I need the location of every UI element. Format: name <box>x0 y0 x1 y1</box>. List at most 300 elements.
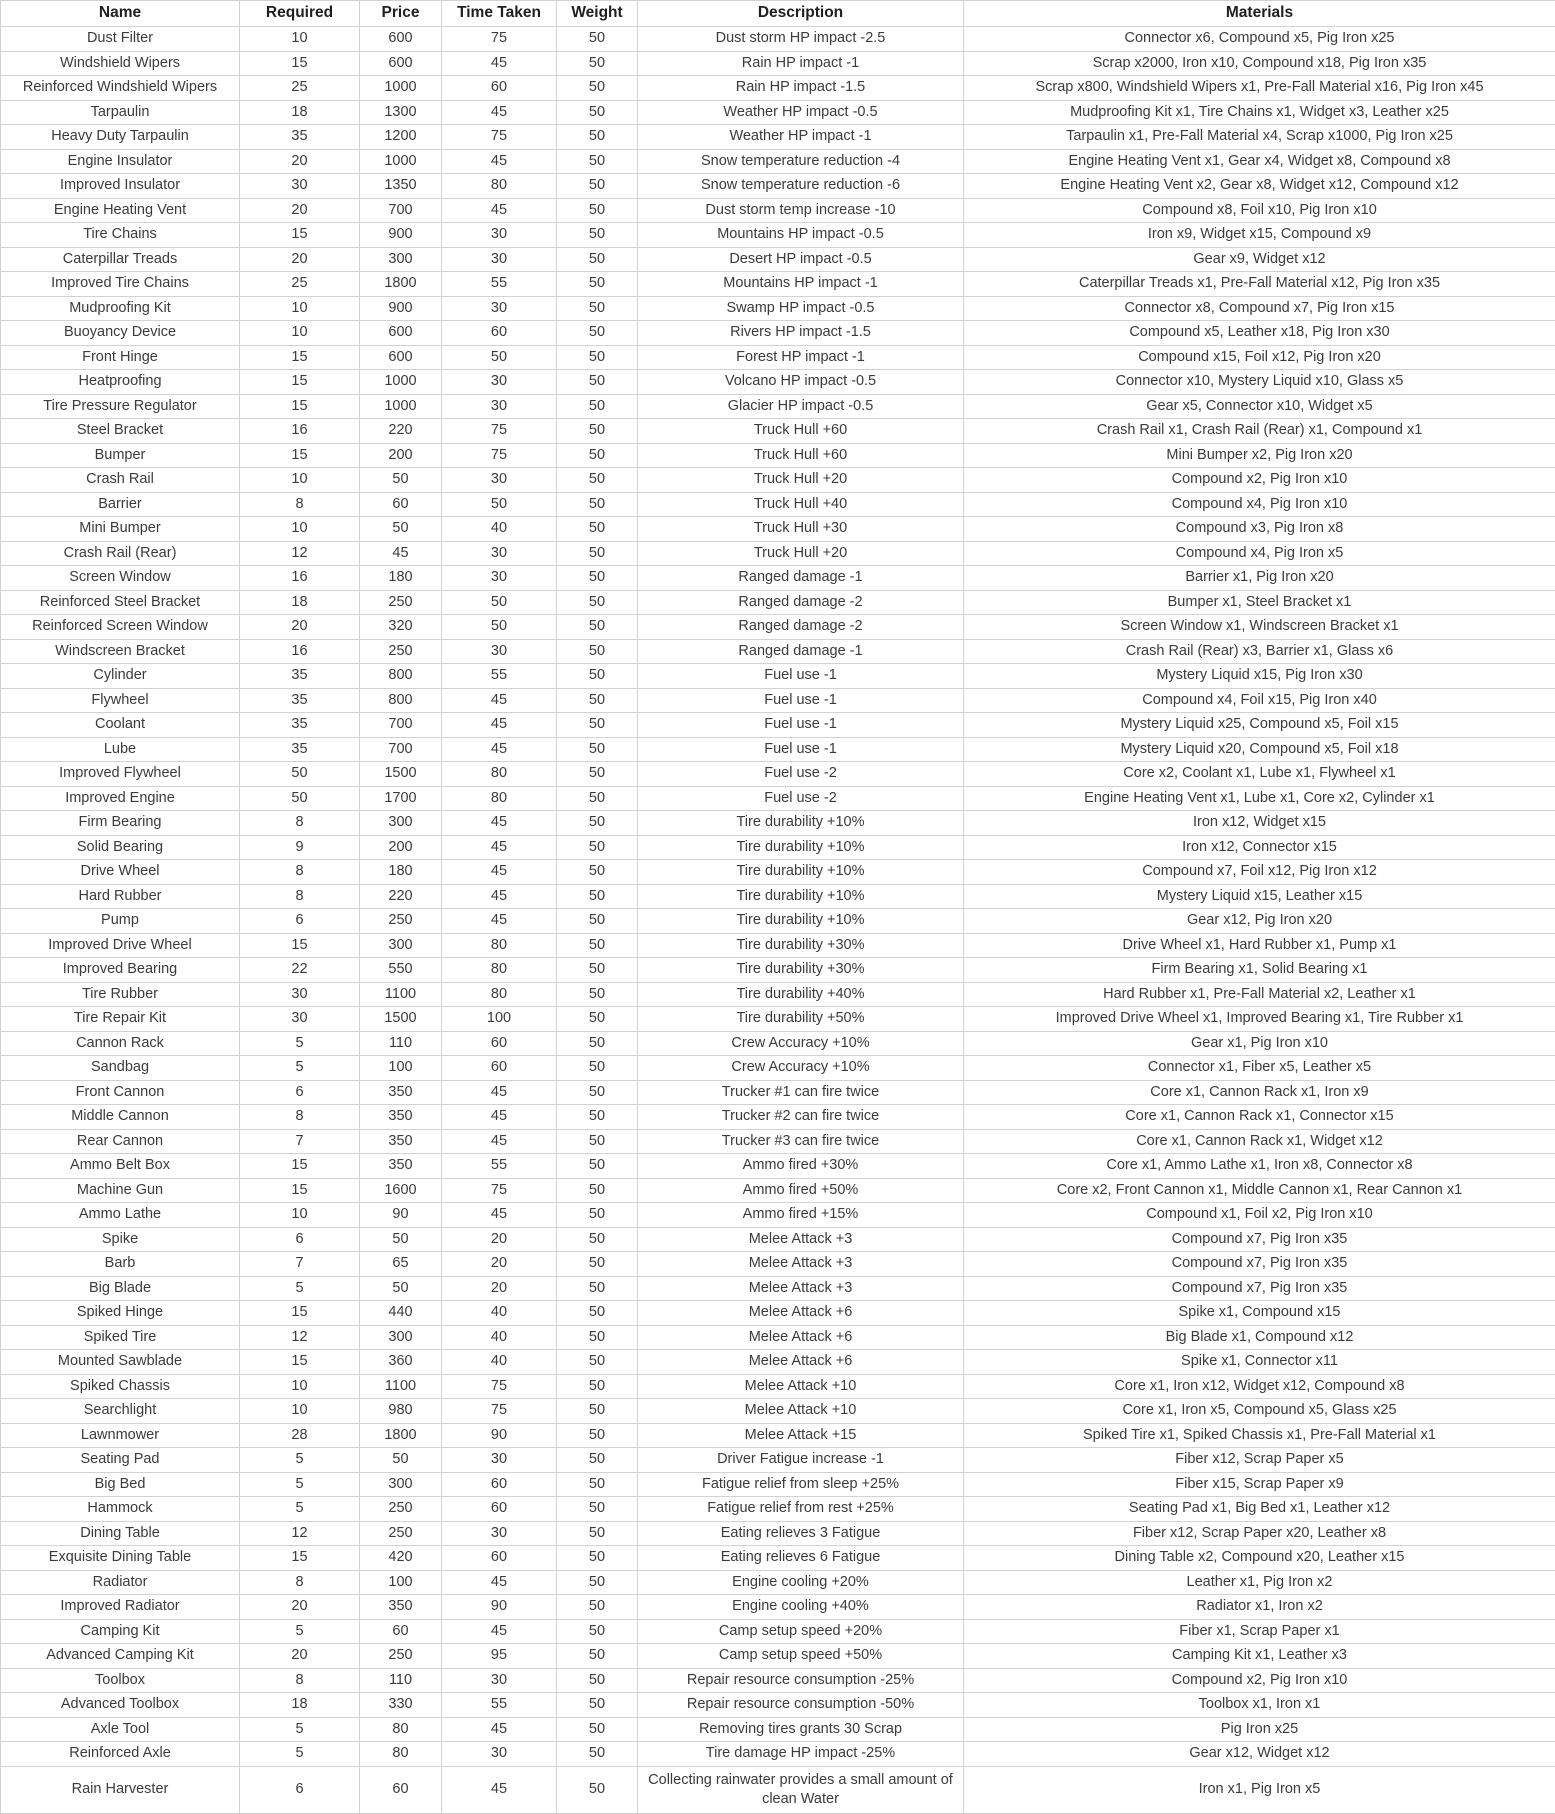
cell-materials[interactable]: Compound x2, Pig Iron x10 <box>964 1668 1555 1693</box>
cell-price[interactable]: 110 <box>360 1668 442 1693</box>
cell-weight[interactable]: 50 <box>557 835 638 860</box>
cell-materials[interactable]: Bumper x1, Steel Bracket x1 <box>964 590 1555 615</box>
cell-description[interactable]: Tire durability +40% <box>638 982 964 1007</box>
cell-materials[interactable]: Firm Bearing x1, Solid Bearing x1 <box>964 958 1555 983</box>
cell-description[interactable]: Snow temperature reduction -6 <box>638 174 964 199</box>
cell-materials[interactable]: Engine Heating Vent x1, Lube x1, Core x2, Cylinder x1 <box>964 786 1555 811</box>
cell-price[interactable]: 350 <box>360 1595 442 1620</box>
cell-description[interactable]: Truck Hull +30 <box>638 517 964 542</box>
cell-materials[interactable]: Gear x5, Connector x10, Widget x5 <box>964 394 1555 419</box>
cell-time_taken[interactable]: 95 <box>442 1644 557 1669</box>
cell-price[interactable]: 1000 <box>360 149 442 174</box>
cell-price[interactable]: 60 <box>360 1766 442 1813</box>
cell-description[interactable]: Rain HP impact -1 <box>638 51 964 76</box>
cell-name[interactable]: Cannon Rack <box>1 1031 240 1056</box>
cell-weight[interactable]: 50 <box>557 51 638 76</box>
cell-materials[interactable]: Compound x5, Leather x18, Pig Iron x30 <box>964 321 1555 346</box>
cell-materials[interactable]: Compound x1, Foil x2, Pig Iron x10 <box>964 1203 1555 1228</box>
cell-time_taken[interactable]: 50 <box>442 345 557 370</box>
cell-description[interactable]: Melee Attack +3 <box>638 1252 964 1277</box>
cell-weight[interactable]: 50 <box>557 1325 638 1350</box>
cell-name[interactable]: Front Cannon <box>1 1080 240 1105</box>
cell-time_taken[interactable]: 75 <box>442 27 557 52</box>
cell-weight[interactable]: 50 <box>557 1080 638 1105</box>
cell-name[interactable]: Big Blade <box>1 1276 240 1301</box>
cell-materials[interactable]: Mudproofing Kit x1, Tire Chains x1, Widget x3, Leather x25 <box>964 100 1555 125</box>
cell-weight[interactable]: 50 <box>557 1105 638 1130</box>
cell-materials[interactable]: Core x2, Coolant x1, Lube x1, Flywheel x1 <box>964 762 1555 787</box>
cell-materials[interactable]: Core x1, Cannon Rack x1, Iron x9 <box>964 1080 1555 1105</box>
cell-weight[interactable]: 50 <box>557 1374 638 1399</box>
cell-materials[interactable]: Mystery Liquid x25, Compound x5, Foil x15 <box>964 713 1555 738</box>
cell-price[interactable]: 1000 <box>360 76 442 101</box>
cell-price[interactable]: 980 <box>360 1399 442 1424</box>
cell-description[interactable]: Dust storm temp increase -10 <box>638 198 964 223</box>
cell-description[interactable]: Truck Hull +20 <box>638 541 964 566</box>
cell-weight[interactable]: 50 <box>557 149 638 174</box>
cell-description[interactable]: Tire durability +10% <box>638 884 964 909</box>
cell-price[interactable]: 1200 <box>360 125 442 150</box>
cell-weight[interactable]: 50 <box>557 76 638 101</box>
cell-price[interactable]: 300 <box>360 1472 442 1497</box>
cell-name[interactable]: Engine Heating Vent <box>1 198 240 223</box>
cell-price[interactable]: 350 <box>360 1129 442 1154</box>
cell-description[interactable]: Ranged damage -1 <box>638 566 964 591</box>
cell-name[interactable]: Tire Pressure Regulator <box>1 394 240 419</box>
cell-description[interactable]: Repair resource consumption -50% <box>638 1693 964 1718</box>
cell-materials[interactable]: Gear x12, Widget x12 <box>964 1742 1555 1767</box>
cell-time_taken[interactable]: 20 <box>442 1276 557 1301</box>
cell-description[interactable]: Fuel use -2 <box>638 786 964 811</box>
cell-weight[interactable]: 50 <box>557 664 638 689</box>
cell-description[interactable]: Ammo fired +50% <box>638 1178 964 1203</box>
cell-description[interactable]: Melee Attack +3 <box>638 1227 964 1252</box>
cell-required[interactable]: 15 <box>240 345 360 370</box>
cell-weight[interactable]: 50 <box>557 492 638 517</box>
cell-required[interactable]: 18 <box>240 100 360 125</box>
cell-name[interactable]: Improved Insulator <box>1 174 240 199</box>
cell-time_taken[interactable]: 45 <box>442 737 557 762</box>
cell-required[interactable]: 8 <box>240 1105 360 1130</box>
cell-description[interactable]: Fuel use -1 <box>638 688 964 713</box>
cell-name[interactable]: Front Hinge <box>1 345 240 370</box>
cell-description[interactable]: Fuel use -2 <box>638 762 964 787</box>
cell-weight[interactable]: 50 <box>557 1154 638 1179</box>
cell-weight[interactable]: 50 <box>557 223 638 248</box>
cell-time_taken[interactable]: 60 <box>442 76 557 101</box>
cell-weight[interactable]: 50 <box>557 1203 638 1228</box>
cell-weight[interactable]: 50 <box>557 541 638 566</box>
cell-materials[interactable]: Compound x4, Pig Iron x10 <box>964 492 1555 517</box>
cell-price[interactable]: 60 <box>360 492 442 517</box>
cell-materials[interactable]: Drive Wheel x1, Hard Rubber x1, Pump x1 <box>964 933 1555 958</box>
cell-description[interactable]: Ranged damage -1 <box>638 639 964 664</box>
cell-description[interactable]: Melee Attack +3 <box>638 1276 964 1301</box>
column-header-materials[interactable]: Materials <box>964 1 1555 27</box>
cell-weight[interactable]: 50 <box>557 272 638 297</box>
cell-name[interactable]: Mudproofing Kit <box>1 296 240 321</box>
cell-materials[interactable]: Compound x7, Pig Iron x35 <box>964 1276 1555 1301</box>
cell-description[interactable]: Ammo fired +15% <box>638 1203 964 1228</box>
cell-materials[interactable]: Iron x12, Widget x15 <box>964 811 1555 836</box>
cell-required[interactable]: 10 <box>240 296 360 321</box>
cell-required[interactable]: 5 <box>240 1717 360 1742</box>
cell-price[interactable]: 110 <box>360 1031 442 1056</box>
cell-time_taken[interactable]: 45 <box>442 1570 557 1595</box>
cell-description[interactable]: Ammo fired +30% <box>638 1154 964 1179</box>
cell-name[interactable]: Spiked Tire <box>1 1325 240 1350</box>
cell-description[interactable]: Camp setup speed +50% <box>638 1644 964 1669</box>
cell-description[interactable]: Truck Hull +60 <box>638 443 964 468</box>
cell-name[interactable]: Windshield Wipers <box>1 51 240 76</box>
cell-description[interactable]: Eating relieves 3 Fatigue <box>638 1521 964 1546</box>
column-header-time_taken[interactable]: Time Taken <box>442 1 557 27</box>
cell-materials[interactable]: Iron x9, Widget x15, Compound x9 <box>964 223 1555 248</box>
cell-name[interactable]: Cylinder <box>1 664 240 689</box>
cell-time_taken[interactable]: 50 <box>442 615 557 640</box>
cell-price[interactable]: 900 <box>360 296 442 321</box>
cell-required[interactable]: 15 <box>240 1350 360 1375</box>
cell-time_taken[interactable]: 45 <box>442 909 557 934</box>
cell-time_taken[interactable]: 30 <box>442 566 557 591</box>
cell-required[interactable]: 6 <box>240 1080 360 1105</box>
cell-description[interactable]: Trucker #1 can fire twice <box>638 1080 964 1105</box>
cell-name[interactable]: Improved Tire Chains <box>1 272 240 297</box>
cell-weight[interactable]: 50 <box>557 1252 638 1277</box>
cell-name[interactable]: Lube <box>1 737 240 762</box>
cell-name[interactable]: Reinforced Windshield Wipers <box>1 76 240 101</box>
cell-weight[interactable]: 50 <box>557 321 638 346</box>
cell-price[interactable]: 220 <box>360 419 442 444</box>
cell-materials[interactable]: Pig Iron x25 <box>964 1717 1555 1742</box>
cell-name[interactable]: Lawnmower <box>1 1423 240 1448</box>
cell-name[interactable]: Bumper <box>1 443 240 468</box>
cell-description[interactable]: Crew Accuracy +10% <box>638 1031 964 1056</box>
cell-name[interactable]: Coolant <box>1 713 240 738</box>
cell-price[interactable]: 600 <box>360 321 442 346</box>
cell-weight[interactable]: 50 <box>557 958 638 983</box>
cell-time_taken[interactable]: 90 <box>442 1423 557 1448</box>
cell-required[interactable]: 15 <box>240 394 360 419</box>
cell-time_taken[interactable]: 30 <box>442 1448 557 1473</box>
cell-materials[interactable]: Fiber x12, Scrap Paper x20, Leather x8 <box>964 1521 1555 1546</box>
cell-description[interactable]: Tire durability +30% <box>638 933 964 958</box>
cell-materials[interactable]: Seating Pad x1, Big Bed x1, Leather x12 <box>964 1497 1555 1522</box>
cell-name[interactable]: Hard Rubber <box>1 884 240 909</box>
cell-required[interactable]: 8 <box>240 860 360 885</box>
cell-description[interactable]: Weather HP impact -1 <box>638 125 964 150</box>
cell-name[interactable]: Engine Insulator <box>1 149 240 174</box>
cell-weight[interactable]: 50 <box>557 884 638 909</box>
cell-price[interactable]: 1500 <box>360 762 442 787</box>
cell-name[interactable]: Improved Radiator <box>1 1595 240 1620</box>
cell-name[interactable]: Spiked Hinge <box>1 1301 240 1326</box>
cell-price[interactable]: 350 <box>360 1154 442 1179</box>
cell-price[interactable]: 180 <box>360 566 442 591</box>
cell-required[interactable]: 10 <box>240 27 360 52</box>
cell-materials[interactable]: Compound x15, Foil x12, Pig Iron x20 <box>964 345 1555 370</box>
cell-price[interactable]: 80 <box>360 1717 442 1742</box>
cell-materials[interactable]: Mystery Liquid x15, Leather x15 <box>964 884 1555 909</box>
cell-weight[interactable]: 50 <box>557 1227 638 1252</box>
cell-required[interactable]: 5 <box>240 1031 360 1056</box>
cell-name[interactable]: Camping Kit <box>1 1619 240 1644</box>
cell-name[interactable]: Crash Rail (Rear) <box>1 541 240 566</box>
cell-description[interactable]: Melee Attack +6 <box>638 1301 964 1326</box>
cell-name[interactable]: Improved Engine <box>1 786 240 811</box>
cell-description[interactable]: Crew Accuracy +10% <box>638 1056 964 1081</box>
cell-required[interactable]: 15 <box>240 1546 360 1571</box>
cell-required[interactable]: 20 <box>240 1644 360 1669</box>
cell-description[interactable]: Truck Hull +40 <box>638 492 964 517</box>
cell-weight[interactable]: 50 <box>557 1766 638 1813</box>
cell-description[interactable]: Volcano HP impact -0.5 <box>638 370 964 395</box>
cell-description[interactable]: Ranged damage -2 <box>638 615 964 640</box>
cell-name[interactable]: Mini Bumper <box>1 517 240 542</box>
cell-required[interactable]: 16 <box>240 566 360 591</box>
cell-time_taken[interactable]: 75 <box>442 1374 557 1399</box>
cell-time_taken[interactable]: 50 <box>442 492 557 517</box>
cell-price[interactable]: 350 <box>360 1080 442 1105</box>
cell-materials[interactable]: Connector x1, Fiber x5, Leather x5 <box>964 1056 1555 1081</box>
cell-required[interactable]: 10 <box>240 1399 360 1424</box>
column-header-name[interactable]: Name <box>1 1 240 27</box>
cell-time_taken[interactable]: 30 <box>442 1668 557 1693</box>
cell-name[interactable]: Buoyancy Device <box>1 321 240 346</box>
cell-description[interactable]: Dust storm HP impact -2.5 <box>638 27 964 52</box>
cell-required[interactable]: 8 <box>240 492 360 517</box>
cell-required[interactable]: 12 <box>240 541 360 566</box>
cell-required[interactable]: 20 <box>240 247 360 272</box>
cell-materials[interactable]: Dining Table x2, Compound x20, Leather x15 <box>964 1546 1555 1571</box>
column-header-price[interactable]: Price <box>360 1 442 27</box>
column-header-weight[interactable]: Weight <box>557 1 638 27</box>
cell-price[interactable]: 700 <box>360 713 442 738</box>
cell-time_taken[interactable]: 45 <box>442 860 557 885</box>
cell-time_taken[interactable]: 100 <box>442 1007 557 1032</box>
cell-weight[interactable]: 50 <box>557 1472 638 1497</box>
cell-weight[interactable]: 50 <box>557 1178 638 1203</box>
cell-price[interactable]: 600 <box>360 51 442 76</box>
cell-name[interactable]: Improved Drive Wheel <box>1 933 240 958</box>
cell-price[interactable]: 100 <box>360 1570 442 1595</box>
cell-weight[interactable]: 50 <box>557 1129 638 1154</box>
cell-time_taken[interactable]: 75 <box>442 125 557 150</box>
cell-price[interactable]: 50 <box>360 1227 442 1252</box>
cell-time_taken[interactable]: 80 <box>442 174 557 199</box>
cell-price[interactable]: 50 <box>360 1276 442 1301</box>
cell-time_taken[interactable]: 20 <box>442 1252 557 1277</box>
cell-price[interactable]: 300 <box>360 247 442 272</box>
cell-required[interactable]: 8 <box>240 884 360 909</box>
cell-price[interactable]: 220 <box>360 884 442 909</box>
cell-required[interactable]: 8 <box>240 1570 360 1595</box>
cell-weight[interactable]: 50 <box>557 1301 638 1326</box>
cell-time_taken[interactable]: 45 <box>442 198 557 223</box>
cell-time_taken[interactable]: 20 <box>442 1227 557 1252</box>
cell-materials[interactable]: Mini Bumper x2, Pig Iron x20 <box>964 443 1555 468</box>
cell-name[interactable]: Spike <box>1 1227 240 1252</box>
cell-required[interactable]: 15 <box>240 223 360 248</box>
cell-name[interactable]: Advanced Camping Kit <box>1 1644 240 1669</box>
cell-time_taken[interactable]: 45 <box>442 100 557 125</box>
cell-time_taken[interactable]: 45 <box>442 1080 557 1105</box>
cell-materials[interactable]: Compound x7, Pig Iron x35 <box>964 1227 1555 1252</box>
cell-materials[interactable]: Compound x7, Foil x12, Pig Iron x12 <box>964 860 1555 885</box>
cell-price[interactable]: 360 <box>360 1350 442 1375</box>
column-header-description[interactable]: Description <box>638 1 964 27</box>
cell-weight[interactable]: 50 <box>557 100 638 125</box>
cell-time_taken[interactable]: 90 <box>442 1595 557 1620</box>
cell-materials[interactable]: Core x1, Ammo Lathe x1, Iron x8, Connector x8 <box>964 1154 1555 1179</box>
cell-materials[interactable]: Hard Rubber x1, Pre-Fall Material x2, Leather x1 <box>964 982 1555 1007</box>
cell-materials[interactable]: Gear x9, Widget x12 <box>964 247 1555 272</box>
cell-time_taken[interactable]: 40 <box>442 1325 557 1350</box>
cell-name[interactable]: Heavy Duty Tarpaulin <box>1 125 240 150</box>
cell-name[interactable]: Tire Repair Kit <box>1 1007 240 1032</box>
cell-weight[interactable]: 50 <box>557 1595 638 1620</box>
cell-materials[interactable]: Spike x1, Connector x11 <box>964 1350 1555 1375</box>
cell-materials[interactable]: Fiber x1, Scrap Paper x1 <box>964 1619 1555 1644</box>
cell-required[interactable]: 7 <box>240 1129 360 1154</box>
cell-weight[interactable]: 50 <box>557 688 638 713</box>
cell-description[interactable]: Tire durability +10% <box>638 909 964 934</box>
cell-materials[interactable]: Compound x3, Pig Iron x8 <box>964 517 1555 542</box>
cell-price[interactable]: 420 <box>360 1546 442 1571</box>
cell-required[interactable]: 10 <box>240 321 360 346</box>
cell-description[interactable]: Engine cooling +40% <box>638 1595 964 1620</box>
cell-weight[interactable]: 50 <box>557 762 638 787</box>
cell-time_taken[interactable]: 60 <box>442 321 557 346</box>
cell-description[interactable]: Rain HP impact -1.5 <box>638 76 964 101</box>
cell-materials[interactable]: Engine Heating Vent x1, Gear x4, Widget x8, Compound x8 <box>964 149 1555 174</box>
cell-required[interactable]: 30 <box>240 1007 360 1032</box>
cell-price[interactable]: 900 <box>360 223 442 248</box>
cell-required[interactable]: 20 <box>240 1595 360 1620</box>
cell-required[interactable]: 15 <box>240 443 360 468</box>
cell-name[interactable]: Exquisite Dining Table <box>1 1546 240 1571</box>
cell-weight[interactable]: 50 <box>557 1399 638 1424</box>
cell-description[interactable]: Melee Attack +6 <box>638 1325 964 1350</box>
cell-required[interactable]: 6 <box>240 909 360 934</box>
cell-description[interactable]: Melee Attack +10 <box>638 1374 964 1399</box>
cell-required[interactable]: 28 <box>240 1423 360 1448</box>
cell-time_taken[interactable]: 55 <box>442 1154 557 1179</box>
cell-required[interactable]: 9 <box>240 835 360 860</box>
cell-materials[interactable]: Tarpaulin x1, Pre-Fall Material x4, Scrap x1000, Pig Iron x25 <box>964 125 1555 150</box>
cell-materials[interactable]: Big Blade x1, Compound x12 <box>964 1325 1555 1350</box>
cell-name[interactable]: Machine Gun <box>1 1178 240 1203</box>
cell-required[interactable]: 5 <box>240 1056 360 1081</box>
cell-weight[interactable]: 50 <box>557 1448 638 1473</box>
cell-name[interactable]: Big Bed <box>1 1472 240 1497</box>
cell-required[interactable]: 6 <box>240 1766 360 1813</box>
cell-name[interactable]: Drive Wheel <box>1 860 240 885</box>
cell-price[interactable]: 600 <box>360 27 442 52</box>
cell-description[interactable]: Tire durability +10% <box>638 811 964 836</box>
cell-required[interactable]: 7 <box>240 1252 360 1277</box>
cell-price[interactable]: 65 <box>360 1252 442 1277</box>
cell-weight[interactable]: 50 <box>557 174 638 199</box>
cell-materials[interactable]: Compound x4, Foil x15, Pig Iron x40 <box>964 688 1555 713</box>
cell-required[interactable]: 16 <box>240 419 360 444</box>
cell-description[interactable]: Glacier HP impact -0.5 <box>638 394 964 419</box>
cell-required[interactable]: 22 <box>240 958 360 983</box>
cell-required[interactable]: 25 <box>240 272 360 297</box>
cell-description[interactable]: Forest HP impact -1 <box>638 345 964 370</box>
cell-materials[interactable]: Compound x4, Pig Iron x5 <box>964 541 1555 566</box>
cell-name[interactable]: Tarpaulin <box>1 100 240 125</box>
cell-price[interactable]: 300 <box>360 933 442 958</box>
cell-time_taken[interactable]: 45 <box>442 884 557 909</box>
cell-time_taken[interactable]: 30 <box>442 370 557 395</box>
cell-weight[interactable]: 50 <box>557 370 638 395</box>
cell-weight[interactable]: 50 <box>557 737 638 762</box>
cell-materials[interactable]: Core x1, Cannon Rack x1, Widget x12 <box>964 1129 1555 1154</box>
cell-price[interactable]: 600 <box>360 345 442 370</box>
cell-time_taken[interactable]: 30 <box>442 394 557 419</box>
cell-description[interactable]: Tire durability +50% <box>638 1007 964 1032</box>
cell-name[interactable]: Sandbag <box>1 1056 240 1081</box>
cell-name[interactable]: Seating Pad <box>1 1448 240 1473</box>
cell-required[interactable]: 18 <box>240 590 360 615</box>
cell-weight[interactable]: 50 <box>557 394 638 419</box>
cell-materials[interactable]: Improved Drive Wheel x1, Improved Bearing x1, Tire Rubber x1 <box>964 1007 1555 1032</box>
cell-price[interactable]: 1700 <box>360 786 442 811</box>
cell-name[interactable]: Heatproofing <box>1 370 240 395</box>
cell-name[interactable]: Caterpillar Treads <box>1 247 240 272</box>
cell-required[interactable]: 20 <box>240 198 360 223</box>
cell-weight[interactable]: 50 <box>557 1546 638 1571</box>
cell-name[interactable]: Rain Harvester <box>1 1766 240 1813</box>
cell-required[interactable]: 10 <box>240 517 360 542</box>
cell-name[interactable]: Tire Chains <box>1 223 240 248</box>
cell-price[interactable]: 1300 <box>360 100 442 125</box>
cell-description[interactable]: Fuel use -1 <box>638 664 964 689</box>
cell-price[interactable]: 800 <box>360 664 442 689</box>
cell-description[interactable]: Rivers HP impact -1.5 <box>638 321 964 346</box>
cell-weight[interactable]: 50 <box>557 1007 638 1032</box>
cell-price[interactable]: 1350 <box>360 174 442 199</box>
cell-required[interactable]: 20 <box>240 149 360 174</box>
cell-time_taken[interactable]: 80 <box>442 958 557 983</box>
cell-name[interactable]: Ammo Lathe <box>1 1203 240 1228</box>
cell-description[interactable]: Fuel use -1 <box>638 737 964 762</box>
cell-materials[interactable]: Compound x8, Foil x10, Pig Iron x10 <box>964 198 1555 223</box>
cell-required[interactable]: 18 <box>240 1693 360 1718</box>
cell-name[interactable]: Reinforced Screen Window <box>1 615 240 640</box>
cell-time_taken[interactable]: 60 <box>442 1546 557 1571</box>
cell-name[interactable]: Reinforced Steel Bracket <box>1 590 240 615</box>
cell-materials[interactable]: Barrier x1, Pig Iron x20 <box>964 566 1555 591</box>
cell-weight[interactable]: 50 <box>557 296 638 321</box>
cell-time_taken[interactable]: 30 <box>442 1521 557 1546</box>
cell-price[interactable]: 50 <box>360 517 442 542</box>
cell-price[interactable]: 250 <box>360 909 442 934</box>
cell-weight[interactable]: 50 <box>557 27 638 52</box>
cell-materials[interactable]: Radiator x1, Iron x2 <box>964 1595 1555 1620</box>
cell-required[interactable]: 10 <box>240 468 360 493</box>
cell-weight[interactable]: 50 <box>557 639 638 664</box>
cell-description[interactable]: Tire durability +30% <box>638 958 964 983</box>
cell-description[interactable]: Fatigue relief from rest +25% <box>638 1497 964 1522</box>
cell-name[interactable]: Improved Bearing <box>1 958 240 983</box>
cell-materials[interactable]: Core x1, Iron x12, Widget x12, Compound x8 <box>964 1374 1555 1399</box>
cell-price[interactable]: 100 <box>360 1056 442 1081</box>
cell-time_taken[interactable]: 45 <box>442 811 557 836</box>
cell-required[interactable]: 15 <box>240 51 360 76</box>
cell-price[interactable]: 250 <box>360 1521 442 1546</box>
